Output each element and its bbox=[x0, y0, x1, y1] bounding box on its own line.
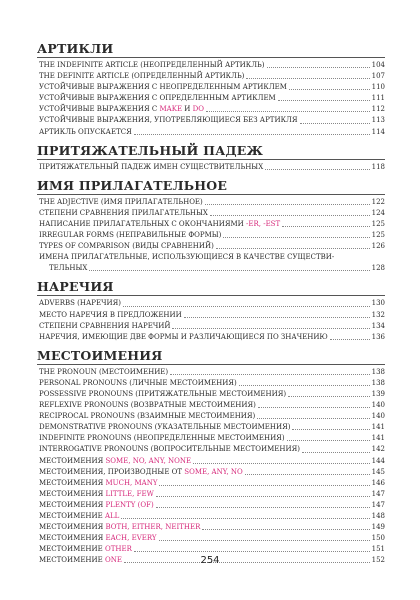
dot-leader bbox=[278, 100, 370, 101]
entry-text: INDEFINITE PRONOUNS (НЕОПРЕДЕЛЕННЫЕ МЕСТОИМЕНИЯ) bbox=[39, 434, 285, 443]
toc-section bbox=[37, 347, 385, 567]
entry-page-number: 149 bbox=[371, 523, 385, 532]
entry-page-number: 124 bbox=[371, 208, 385, 217]
entry-page-number: 138 bbox=[371, 367, 385, 376]
entry-title bbox=[39, 219, 280, 230]
highlighted-term: DO bbox=[192, 105, 204, 114]
entry-page-number: 110 bbox=[371, 83, 385, 92]
toc-entry[interactable] bbox=[37, 263, 385, 274]
section-heading: МЕСТОИМЕНИЯ bbox=[37, 347, 385, 365]
entry-text: НАРЕЧИЯ, ИМЕЮЩИЕ ДВЕ ФОРМЫ И РАЗЛИЧАЮЩИЕСЯ ПО ЗНАЧЕНИЮ bbox=[39, 332, 328, 341]
toc-entry[interactable] bbox=[37, 422, 385, 433]
toc-entry[interactable] bbox=[37, 321, 385, 332]
entry-text: THE INDEFINITE ARTICLE (НЕОПРЕДЕЛЕННЫЙ АРТИКЛЬ) bbox=[39, 61, 265, 69]
entry-page-number: 151 bbox=[371, 545, 385, 554]
entry-title bbox=[39, 162, 263, 173]
toc-entry[interactable] bbox=[37, 298, 385, 309]
dot-leader bbox=[289, 89, 370, 90]
toc-entry[interactable] bbox=[37, 544, 385, 555]
entry-text: УСТОЙЧИВЫЕ ВЫРАЖЕНИЯ С НЕОПРЕДЕЛЕННЫМ АРТИКЛЕМ bbox=[39, 83, 287, 92]
dot-leader bbox=[287, 440, 370, 441]
entry-title bbox=[39, 400, 256, 411]
dot-leader bbox=[172, 328, 369, 329]
toc-section bbox=[37, 40, 385, 138]
entry-text: INTERROGATIVE PRONOUNS (ВОПРОСИТЕЛЬНЫЕ МЕСТОИМЕНИЯ) bbox=[39, 445, 300, 454]
toc-entry[interactable] bbox=[37, 433, 385, 444]
toc-entry[interactable] bbox=[37, 522, 385, 533]
entry-text: ADVERBS (НАРЕЧИЯ) bbox=[39, 299, 122, 308]
highlighted-term: -ER, -EST bbox=[246, 219, 281, 228]
dot-leader bbox=[282, 226, 369, 227]
entry-text: СТЕПЕНИ СРАВНЕНИЯ НАРЕЧИЙ bbox=[39, 321, 171, 330]
dot-leader bbox=[205, 204, 370, 205]
dot-leader bbox=[292, 429, 369, 430]
dot-leader bbox=[239, 385, 370, 386]
entry-title bbox=[39, 422, 290, 433]
entry-title bbox=[39, 71, 244, 82]
highlighted-term: BOTH, EITHER, NEITHER bbox=[105, 523, 201, 532]
dot-leader bbox=[89, 270, 369, 271]
toc-entry[interactable] bbox=[37, 533, 385, 544]
highlighted-term: LITTLE, FEW bbox=[105, 489, 154, 498]
dot-leader bbox=[258, 407, 370, 408]
entry-page-number: 118 bbox=[371, 162, 385, 171]
dot-leader bbox=[156, 496, 370, 497]
entry-page-number: 113 bbox=[371, 116, 385, 125]
entry-text: DEMONSTRATIVE PRONOUNS (УКАЗАТЕЛЬНЫЕ МЕСТОИМЕНИЯ) bbox=[39, 423, 291, 432]
entry-title bbox=[39, 208, 208, 219]
toc-entry[interactable] bbox=[37, 500, 385, 511]
dot-leader bbox=[257, 418, 369, 419]
entry-page-number: 139 bbox=[371, 389, 385, 398]
entry-title bbox=[49, 263, 87, 274]
entry-title bbox=[39, 467, 243, 478]
entry-title bbox=[39, 310, 182, 321]
entry-title bbox=[39, 389, 286, 400]
dot-leader bbox=[134, 134, 370, 135]
entry-text: СТЕПЕНИ СРАВНЕНИЯ ПРИЛАГАТЕЛЬНЫХ bbox=[39, 208, 208, 217]
entry-title bbox=[39, 489, 154, 500]
toc-entry[interactable] bbox=[37, 378, 385, 389]
toc-entry[interactable] bbox=[37, 162, 385, 173]
section-heading: АРТИКЛИ bbox=[37, 40, 385, 58]
highlighted-term: EACH, EVERY bbox=[105, 534, 157, 543]
dot-leader bbox=[223, 237, 369, 238]
entry-page-number: 125 bbox=[371, 231, 385, 240]
entry-page-number: 107 bbox=[371, 72, 385, 81]
highlighted-term: ONE bbox=[104, 556, 122, 565]
entry-page-number: 125 bbox=[371, 219, 385, 228]
toc-entry[interactable] bbox=[37, 197, 385, 208]
entry-page-number: 141 bbox=[371, 434, 385, 443]
dot-leader bbox=[267, 67, 370, 68]
dot-leader bbox=[134, 551, 370, 552]
entry-text: АРТИКЛЬ ОПУСКАЕТСЯ bbox=[39, 127, 132, 136]
entry-page-number: 126 bbox=[371, 242, 385, 251]
toc-section bbox=[37, 177, 385, 275]
entry-text: TYPES OF COMPARISON (ВИДЫ СРАВНЕНИЙ) bbox=[39, 242, 214, 251]
entry-page-number: 104 bbox=[371, 61, 385, 69]
entry-page-number: 114 bbox=[371, 127, 385, 136]
dot-leader bbox=[159, 485, 369, 486]
entry-text: МЕСТОИМЕНИЯ bbox=[39, 489, 106, 498]
entry-page-number: 147 bbox=[371, 500, 385, 509]
entry-title bbox=[39, 82, 287, 93]
section-heading: ПРИТЯЖАТЕЛЬНЫЙ ПАДЕЖ bbox=[37, 142, 385, 160]
table-of-contents bbox=[37, 40, 385, 570]
entry-text: МЕСТОИМЕНИЯ bbox=[39, 523, 106, 532]
entry-text: REFLEXIVE PRONOUNS (ВОЗВРАТНЫЕ МЕСТОИМЕНИЯ) bbox=[39, 401, 256, 410]
dot-leader bbox=[302, 452, 370, 453]
entry-text: МЕСТОИМЕНИЕ bbox=[39, 512, 105, 520]
dot-leader bbox=[330, 339, 370, 340]
dot-leader bbox=[156, 507, 370, 508]
toc-entry[interactable] bbox=[37, 71, 385, 82]
dot-leader bbox=[202, 529, 369, 530]
entry-title bbox=[39, 115, 298, 126]
toc-entry[interactable] bbox=[37, 444, 385, 455]
toc-entry[interactable] bbox=[37, 115, 385, 126]
highlighted-term: MUCH, MANY bbox=[105, 478, 158, 487]
section-heading: НАРЕЧИЯ bbox=[37, 278, 385, 296]
entry-page-number: 128 bbox=[371, 264, 385, 273]
entry-text: МЕСТО НАРЕЧИЯ В ПРЕДЛОЖЕНИИ bbox=[39, 310, 182, 319]
entry-text: IRREGULAR FORMS (НЕПРАВИЛЬНЫЕ ФОРМЫ) bbox=[39, 231, 222, 240]
highlighted-term: ALL bbox=[104, 512, 120, 520]
toc-entry[interactable] bbox=[37, 104, 385, 115]
entry-text: POSSESSIVE PRONOUNS (ПРИТЯЖАТЕЛЬНЫЕ МЕСТОИМЕНИЯ) bbox=[39, 389, 287, 398]
toc-entry[interactable] bbox=[37, 478, 385, 489]
entry-page-number: 132 bbox=[371, 310, 385, 319]
toc-entry[interactable] bbox=[37, 60, 385, 71]
entry-title bbox=[39, 60, 265, 71]
entry-title bbox=[39, 230, 221, 241]
entry-title bbox=[39, 298, 121, 309]
entry-text: И bbox=[182, 105, 193, 114]
toc-entry[interactable] bbox=[37, 241, 385, 252]
toc-entry[interactable] bbox=[37, 332, 385, 343]
entry-title bbox=[39, 367, 168, 378]
entry-page-number: 130 bbox=[371, 299, 385, 308]
dot-leader bbox=[288, 396, 370, 397]
toc-entry[interactable] bbox=[37, 400, 385, 411]
entry-text: МЕСТОИМЕНИЕ bbox=[39, 556, 105, 565]
entry-text: ТЕЛЬНЫХ bbox=[49, 264, 88, 273]
entry-text: RECIPROCAL PRONOUNS (ВЗАИМНЫЕ МЕСТОИМЕНИЯ) bbox=[39, 412, 256, 421]
dot-leader bbox=[206, 111, 370, 112]
entry-text: PERSONAL PRONOUNS (ЛИЧНЫЕ МЕСТОИМЕНИЯ) bbox=[39, 378, 237, 387]
dot-leader bbox=[193, 463, 369, 464]
toc-entry[interactable] bbox=[37, 93, 385, 104]
toc-entry[interactable] bbox=[37, 467, 385, 478]
entry-title bbox=[39, 522, 200, 533]
toc-entry[interactable] bbox=[37, 511, 385, 522]
entry-title bbox=[39, 533, 157, 544]
dot-leader bbox=[121, 518, 369, 519]
entry-title bbox=[39, 411, 255, 422]
dot-leader bbox=[123, 306, 370, 307]
entry-page-number: 136 bbox=[371, 332, 385, 341]
entry-title bbox=[39, 104, 204, 115]
entry-title bbox=[39, 511, 119, 522]
toc-entry[interactable] bbox=[37, 82, 385, 93]
entry-title bbox=[39, 456, 191, 467]
highlighted-term: OTHER bbox=[104, 545, 132, 554]
dot-leader bbox=[170, 374, 369, 375]
entry-page-number: 111 bbox=[371, 94, 385, 103]
entry-title bbox=[39, 332, 328, 343]
entry-text: НАПИСАНИЕ ПРИЛАГАТЕЛЬНЫХ С ОКОНЧАНИЯМИ bbox=[39, 219, 247, 228]
entry-title bbox=[39, 378, 237, 389]
entry-text: МЕСТОИМЕНИЯ bbox=[39, 478, 106, 487]
entry-title bbox=[39, 93, 276, 104]
entry-text: МЕСТОИМЕНИЕ bbox=[39, 545, 105, 554]
entry-page-number: 144 bbox=[371, 456, 385, 465]
entry-page-number: 112 bbox=[371, 105, 385, 114]
highlighted-term: SOME, NO, ANY, NONE bbox=[105, 456, 192, 465]
dot-leader bbox=[210, 215, 370, 216]
dot-leader bbox=[246, 78, 369, 79]
entry-title bbox=[39, 241, 214, 252]
entry-page-number: 141 bbox=[371, 423, 385, 432]
dot-leader bbox=[184, 317, 370, 318]
entry-page-number: 140 bbox=[371, 412, 385, 421]
entry-page-number: 122 bbox=[371, 197, 385, 206]
entry-title bbox=[39, 433, 285, 444]
dot-leader bbox=[265, 169, 369, 170]
highlighted-term: MAKE bbox=[159, 105, 183, 114]
entry-title bbox=[39, 500, 154, 511]
entry-page-number: 146 bbox=[371, 478, 385, 487]
entry-title bbox=[39, 544, 132, 555]
toc-entry[interactable] bbox=[37, 219, 385, 230]
toc-entry[interactable] bbox=[37, 456, 385, 467]
entry-text: THE PRONOUN (МЕСТОИМЕНИЕ) bbox=[39, 367, 169, 376]
toc-entry[interactable] bbox=[37, 489, 385, 500]
entry-title bbox=[39, 478, 157, 489]
dot-leader bbox=[300, 123, 370, 124]
toc-entry[interactable] bbox=[37, 310, 385, 321]
dot-leader bbox=[245, 474, 370, 475]
toc-entry[interactable] bbox=[37, 367, 385, 378]
entry-page-number: 138 bbox=[371, 378, 385, 387]
entry-text: МЕСТОИМЕНИЯ bbox=[39, 534, 106, 543]
section-heading: ИМЯ ПРИЛАГАТЕЛЬНОЕ bbox=[37, 177, 385, 195]
entry-page-number: 142 bbox=[371, 445, 385, 454]
entry-text: МЕСТОИМЕНИЯ bbox=[39, 500, 106, 509]
entry-page-number: 134 bbox=[371, 321, 385, 330]
entry-text: THE ADJECTIVE (ИМЯ ПРИЛАГАТЕЛЬНОЕ) bbox=[39, 197, 203, 206]
toc-entry-line: ИМЕНА ПРИЛАГАТЕЛЬНЫЕ, ИСПОЛЬЗУЮЩИЕСЯ В КАЧЕСТВЕ СУЩЕСТВИ- bbox=[39, 253, 335, 262]
entry-title bbox=[39, 127, 132, 138]
highlighted-term: SOME, ANY, NO bbox=[184, 467, 243, 476]
entry-text: УСТОЙЧИВЫЕ ВЫРАЖЕНИЯ, УПОТРЕБЛЯЮЩИЕСЯ БЕЗ АРТИКЛЯ bbox=[39, 116, 298, 125]
toc-section bbox=[37, 142, 385, 173]
dot-leader bbox=[159, 540, 370, 541]
toc-entry[interactable] bbox=[37, 127, 385, 138]
entry-page-number: 145 bbox=[371, 467, 385, 476]
entry-page-number: 152 bbox=[371, 556, 385, 565]
entry-text: ПРИТЯЖАТЕЛЬНЫЙ ПАДЕЖ ИМЕН СУЩЕСТВИТЕЛЬНЫХ bbox=[39, 162, 264, 171]
toc-entry[interactable] bbox=[37, 230, 385, 241]
toc-entry[interactable] bbox=[37, 389, 385, 400]
entry-title bbox=[39, 444, 300, 455]
highlighted-term: PLENTY (OF) bbox=[105, 500, 154, 509]
entry-page-number: 147 bbox=[371, 489, 385, 498]
toc-entry[interactable] bbox=[37, 411, 385, 422]
entry-text: УСТОЙЧИВЫЕ ВЫРАЖЕНИЯ С bbox=[39, 105, 160, 114]
entry-text: МЕСТОИМЕНИЯ bbox=[39, 456, 106, 465]
dot-leader bbox=[216, 248, 370, 249]
entry-page-number: 148 bbox=[371, 512, 385, 520]
entry-title bbox=[39, 321, 170, 332]
entry-page-number: 150 bbox=[371, 534, 385, 543]
entry-page-number: 140 bbox=[371, 401, 385, 410]
entry-text: МЕСТОИМЕНИЯ, ПРОИЗВОДНЫЕ ОТ bbox=[39, 467, 185, 476]
entry-text: УСТОЙЧИВЫЕ ВЫРАЖЕНИЯ С ОПРЕДЕЛЕННЫМ АРТИКЛЕМ bbox=[39, 94, 276, 103]
page-number: 254 bbox=[200, 555, 220, 566]
entry-title bbox=[39, 197, 203, 208]
toc-entry[interactable] bbox=[37, 208, 385, 219]
entry-text: THE DEFINITE ARTICLE (ОПРЕДЕЛЕННЫЙ АРТИКЛЬ) bbox=[39, 72, 245, 81]
toc-section bbox=[37, 278, 385, 342]
